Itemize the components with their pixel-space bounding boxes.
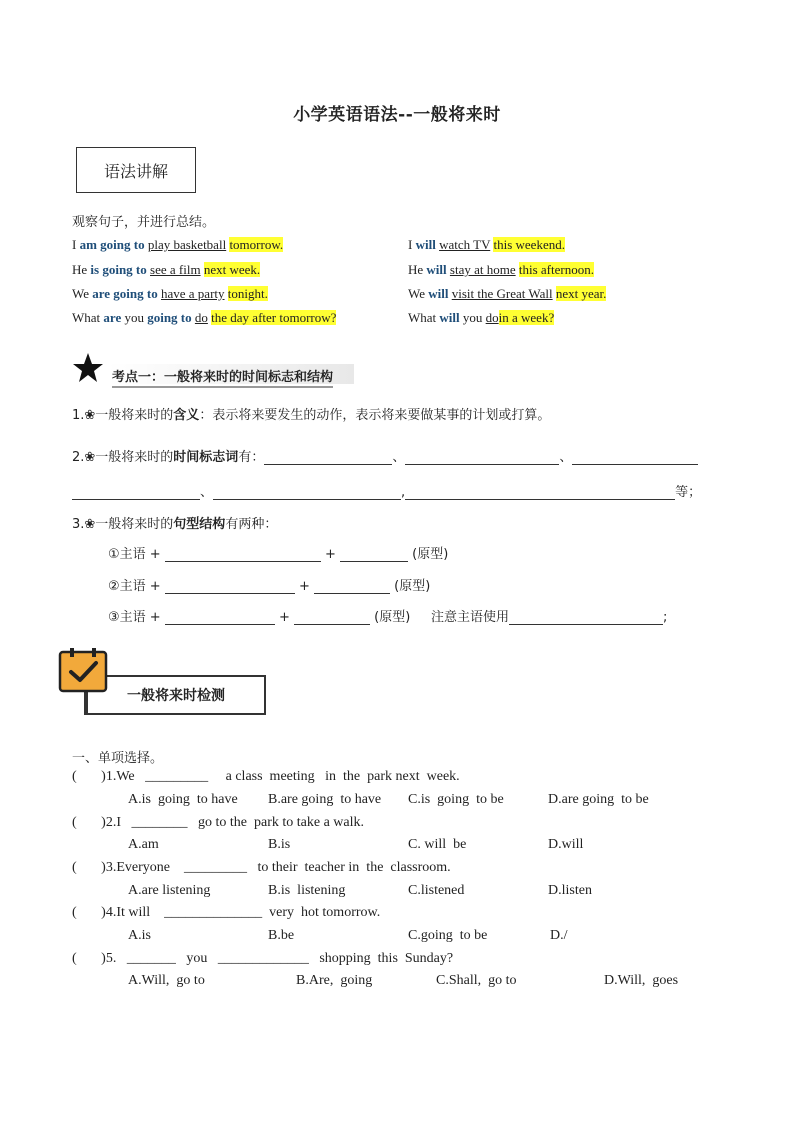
example-keyword: are (103, 310, 122, 325)
example-time-phrase: next year. (555, 286, 607, 301)
page-title: 小学英语语法--一般将来时 (293, 105, 501, 125)
point-keyword: 时间标志词 (173, 450, 239, 465)
example-verb-phrase: play basketball (147, 237, 227, 252)
blank-line[interactable] (572, 451, 698, 465)
example-time-phrase: tomorrow. (229, 237, 284, 252)
option[interactable]: D.are going to be (548, 792, 649, 807)
option[interactable]: B.Are, going (296, 973, 373, 988)
example-text: He (408, 262, 427, 277)
example-keyword: are going to (92, 286, 158, 301)
separator: 、 (200, 485, 214, 500)
example-time-phrase: this afternoon. (518, 262, 594, 277)
blank-line[interactable] (509, 611, 663, 625)
blank-line[interactable] (294, 611, 370, 625)
point-3 (72, 513, 277, 532)
point-keyword: 含义 (173, 408, 200, 423)
example-right-3 (408, 286, 606, 302)
option[interactable]: C.listened (408, 883, 465, 898)
example-text: I (72, 237, 80, 252)
blank-line[interactable] (314, 580, 390, 594)
point-2 (72, 446, 698, 465)
option[interactable]: C.is going to be (408, 792, 504, 807)
calendar-check-icon (58, 647, 108, 693)
option[interactable]: D.Will, goes (604, 973, 679, 988)
example-keyword: am going to (79, 237, 145, 252)
plus-sign: + (324, 547, 336, 562)
question-1-stem: ( )1.We _________ a class meeting in the park next week. (72, 769, 460, 784)
example-time-phrase: this weekend. (493, 237, 565, 252)
point-text: 有两种： (225, 517, 278, 532)
structure-number: ①主语 (108, 547, 146, 562)
structure-tail: (原型) (412, 547, 449, 562)
point-text: 1.❀一般将来时的 (72, 408, 174, 423)
plus-sign: + (278, 610, 290, 625)
example-verb-phrase: do (194, 310, 208, 325)
section-label-test: 一般将来时检测 (84, 675, 266, 715)
example-verb-phrase: see a film (150, 262, 201, 277)
blank-line[interactable] (165, 611, 275, 625)
point-text: 等； (675, 485, 702, 500)
point-text: 有： (238, 450, 265, 465)
question-4-stem: ( )4.It will ______________ very hot tomorrow. (72, 905, 381, 920)
option[interactable]: B.be (268, 928, 295, 943)
option[interactable]: A.is going to have (128, 792, 238, 807)
example-right-2 (408, 262, 594, 278)
example-text: He (72, 262, 91, 277)
point-keyword: 句型结构 (173, 517, 226, 532)
blank-line[interactable] (165, 580, 295, 594)
example-keyword: will (415, 237, 436, 252)
plus-sign: + (149, 579, 161, 594)
structure-number: ③主语 (108, 610, 146, 625)
example-text: What (72, 310, 104, 325)
example-left-2 (72, 262, 260, 278)
option[interactable]: D./ (550, 928, 568, 943)
observe-instruction: 观察句子，并进行总结。 (72, 215, 216, 230)
blank-line[interactable] (264, 451, 392, 465)
point-2-continued (72, 481, 701, 500)
separator: 、 (392, 450, 406, 465)
example-text: you (121, 310, 148, 325)
example-time-phrase: the day after tomorrow? (211, 310, 337, 325)
example-text: We (72, 286, 93, 301)
option[interactable]: A.Will, go to (128, 973, 205, 988)
blank-line[interactable] (405, 486, 675, 500)
example-text: We (408, 286, 429, 301)
example-verb-phrase: watch TV (439, 237, 491, 252)
star-icon (72, 352, 104, 384)
example-right-1 (408, 237, 565, 253)
example-left-1 (72, 237, 283, 253)
structure-tail: (原型) (374, 610, 411, 625)
example-text: I (408, 237, 416, 252)
exercise-header: 一、单项选择。 (72, 751, 164, 766)
structure-3 (108, 606, 667, 625)
option[interactable]: C. will be (408, 837, 467, 852)
blank-line[interactable] (213, 486, 401, 500)
question-5-stem: ( )5. _______ you _____________ shopping this Sunday? (72, 951, 454, 966)
option[interactable]: C.Shall, go to (436, 973, 517, 988)
example-keyword: will (426, 262, 447, 277)
option[interactable]: B.are going to have (268, 792, 382, 807)
example-verb-phrase: visit the Great Wall (451, 286, 553, 301)
plus-sign: + (149, 547, 161, 562)
question-2-stem: ( )2.I ________ go to the park to take a walk. (72, 815, 364, 830)
structure-number: ②主语 (108, 579, 146, 594)
blank-line[interactable] (72, 486, 200, 500)
kaodian-heading: 考点一：一般将来时的时间标志和结构 (112, 366, 333, 388)
example-time-phrase: tonight. (227, 286, 268, 301)
point-text: ：表示将来要发生的动作，表示将来要做某事的计划或打算。 (199, 408, 551, 423)
separator: ; (663, 610, 668, 625)
example-keyword: will (439, 310, 460, 325)
question-3-stem: ( )3.Everyone _________ to their teacher in the classroom. (72, 860, 451, 875)
option[interactable]: A.are listening (128, 883, 211, 898)
blank-line[interactable] (165, 548, 321, 562)
structure-2 (108, 575, 430, 594)
blank-line[interactable] (405, 451, 559, 465)
option[interactable]: A.am (128, 837, 159, 852)
structure-tail: (原型) (394, 579, 431, 594)
structure-1 (108, 543, 448, 562)
option[interactable]: D.will (548, 837, 584, 852)
example-verb-phrase: have a party (160, 286, 225, 301)
example-text: What (408, 310, 440, 325)
option[interactable]: C.going to be (408, 928, 488, 943)
example-keyword: is going to (90, 262, 147, 277)
point-text: 2.❀一般将来时的 (72, 450, 174, 465)
example-time-phrase: in a week? (498, 310, 555, 325)
example-time-phrase: next week. (203, 262, 261, 277)
example-text: you (459, 310, 486, 325)
point-1 (72, 404, 550, 423)
point-text: 3.❀一般将来时的 (72, 517, 174, 532)
blank-line[interactable] (340, 548, 408, 562)
example-verb-phrase: do (485, 310, 499, 325)
option[interactable]: A.is (128, 928, 151, 943)
option[interactable]: B.is listening (268, 883, 346, 898)
example-keyword: will (428, 286, 449, 301)
example-verb-phrase: stay at home (449, 262, 516, 277)
example-keyword: going to (147, 310, 192, 325)
structure-note: 注意主语使用 (431, 610, 510, 625)
plus-sign: + (298, 579, 310, 594)
option[interactable]: D.listen (548, 883, 592, 898)
example-left-4 (72, 310, 336, 326)
separator: 、 (559, 450, 573, 465)
plus-sign: + (149, 610, 161, 625)
separator: , (401, 485, 406, 500)
example-left-3 (72, 286, 268, 302)
option[interactable]: B.is (268, 837, 291, 852)
example-right-4 (408, 310, 554, 326)
section-label-grammar: 语法讲解 (76, 147, 196, 193)
